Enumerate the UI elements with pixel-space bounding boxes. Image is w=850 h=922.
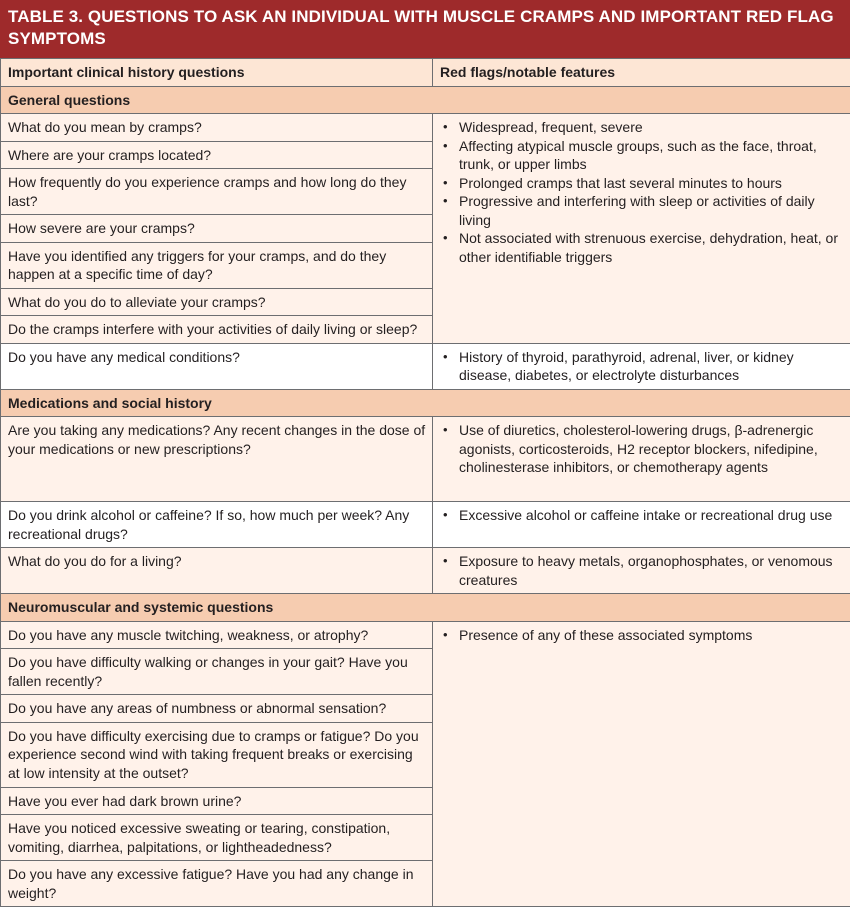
question-cell: How frequently do you experience cramps and how long do they last? [1,169,433,215]
question-cell: Have you noticed excessive sweating or tearing, constipation, vomiting, diarrhea, palpitations, or lightheadedness? [1,815,433,861]
list-item: • Presence of any of these associated symptoms [440,626,844,645]
question-cell: Do you have any medical conditions? [1,343,433,389]
list-item: • Excessive alcohol or caffeine intake or recreational drug use [440,506,844,525]
table-row [1,417,850,502]
red-flags-cell [433,548,850,594]
red-flags-list [440,626,844,645]
question-cell: Are you taking any medications? Any recent changes in the dose of your medications or new prescriptions? [1,417,433,502]
list-item: • Not associated with strenuous exercise, dehydration, heat, or other identifiable triggers [440,229,844,266]
column-header-red-flags: Red flags/notable features [433,59,850,87]
question-cell: Have you ever had dark brown urine? [1,787,433,815]
red-flags-cell [433,417,850,502]
list-item: • Prolonged cramps that last several minutes to hours [440,174,844,193]
red-flags-cell [433,343,850,389]
list-item: • Widespread, frequent, severe [440,118,844,137]
question-cell: Do you have difficulty walking or changes in your gait? Have you fallen recently? [1,649,433,695]
question-cell: Do the cramps interfere with your activities of daily living or sleep? [1,316,433,344]
list-item: • Affecting atypical muscle groups, such as the face, throat, trunk, or upper limbs [440,137,844,174]
red-flags-list [440,552,844,589]
list-item: • Use of diuretics, cholesterol-lowering drugs, β-adrenergic agonists, corticosteroids, H2 receptor blockers, nifedipine, cholinesterase inhibitors, or chemotherapy agents [440,421,844,477]
column-header-row [1,59,850,87]
table-row [1,343,850,389]
questions-table [0,58,850,907]
question-cell: Do you have difficulty exercising due to cramps or fatigue? Do you experience second wind with taking frequent breaks or exercising at low intensity at the outset? [1,722,433,787]
question-cell: Where are your cramps located? [1,141,433,169]
section-title-general: General questions [1,86,850,114]
question-cell: Do you have any areas of numbness or abnormal sensation? [1,695,433,723]
section-header-row [1,594,850,622]
question-cell: Do you have any excessive fatigue? Have you had any change in weight? [1,861,433,907]
section-header-row [1,389,850,417]
section-header-row [1,86,850,114]
question-cell: What do you do to alleviate your cramps? [1,288,433,316]
red-flags-list [440,348,844,385]
question-cell: What do you do for a living? [1,548,433,594]
red-flags-list [440,421,844,477]
list-item: • Exposure to heavy metals, organophosphates, or venomous creatures [440,552,844,589]
section-title-medications: Medications and social history [1,389,850,417]
red-flags-cell [433,621,850,907]
table-title: TABLE 3. QUESTIONS TO ASK AN INDIVIDUAL WITH MUSCLE CRAMPS AND IMPORTANT RED FLAG SYMPTOMS [0,0,850,58]
section-title-neuromuscular: Neuromuscular and systemic questions [1,594,850,622]
red-flags-cell [433,502,850,548]
question-cell: Have you identified any triggers for your cramps, and do they happen at a specific time of day? [1,242,433,288]
question-cell: What do you mean by cramps? [1,114,433,142]
red-flags-cell [433,114,850,344]
question-cell: Do you drink alcohol or caffeine? If so, how much per week? Any recreational drugs? [1,502,433,548]
list-item: • History of thyroid, parathyroid, adrenal, liver, or kidney disease, diabetes, or electrolyte disturbances [440,348,844,385]
question-cell: Do you have any muscle twitching, weakness, or atrophy? [1,621,433,649]
red-flags-list [440,506,844,525]
column-header-questions: Important clinical history questions [1,59,433,87]
table-row [1,621,850,649]
question-cell: How severe are your cramps? [1,215,433,243]
table-row [1,114,850,142]
list-item: • Progressive and interfering with sleep or activities of daily living [440,192,844,229]
table-row [1,548,850,594]
red-flags-list [440,118,844,266]
table-row [1,502,850,548]
